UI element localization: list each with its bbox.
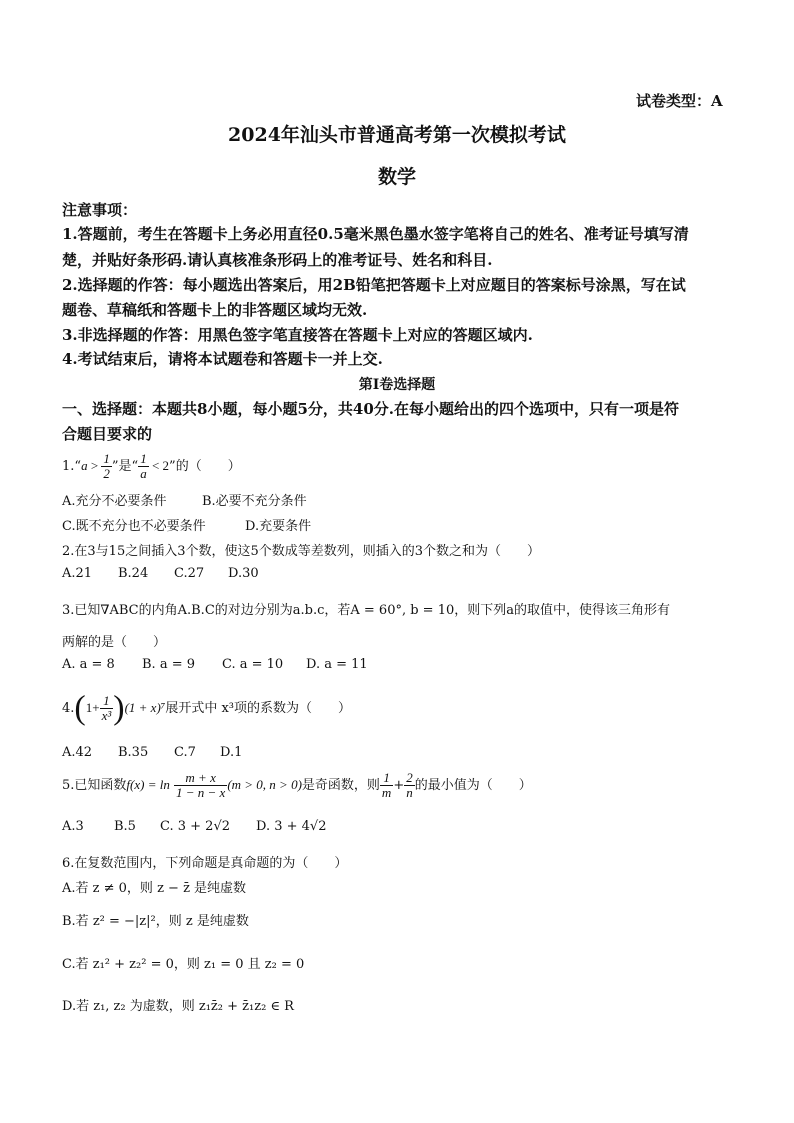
option-a: A.42 [62,745,93,760]
question-4-stem: 4.(1+ $\frac{1}{\text{x³}}$ )(1 + x)⁷展开式中 x³项的系数为（ ） [62,689,351,727]
question-2-stem: 2.在3与15之间插入3个数，使这5个数成等差数列，则插入的3个数之和为（ ） [62,544,541,559]
option-d: D.1 [220,745,243,760]
option-b: B.24 [118,566,149,581]
notice-line: 2.选择题的作答：每小题选出答案后，用2B铅笔把答题卡上对应题目的答案标号涂黑，写在试 [62,276,686,294]
notice-line: 楚，并贴好条形码.请认真核准条形码上的准考证号、姓名和科目. [62,251,493,269]
notice-heading: 注意事项： [62,201,138,219]
fraction-one-over-m: $\frac{1}{m}$ [381,770,392,800]
option-b: B.5 [114,819,136,834]
fraction-one-over-a: $\frac{1}{a}$ [140,451,147,481]
fraction-log-argument: $\frac{m + x}{1 - n - x}$ [175,770,226,800]
option-c: C.7 [174,745,196,760]
paper-type-label: 试卷类型：A [636,92,723,110]
option-b: B.35 [118,745,149,760]
option-c: C. 3 + 2√2 [160,819,231,834]
option-d: D. 3 + 4√2 [256,819,327,834]
option-d: D.30 [228,566,259,581]
option-d: D. a = 11 [306,657,368,672]
option-c: C. a = 10 [222,657,284,672]
section-intro-line: 一、选择题：本题共8小题，每小题5分，共40分.在每小题给出的四个选项中，只有一项是符 [62,400,679,418]
notice-line: 3.非选择题的作答：用黑色签字笔直接答在答题卡上对应的答题区域内. [62,326,533,344]
option-b: B.必要不充分条件 [202,494,307,509]
option-b: B. a = 9 [142,657,195,672]
option-a: A. a = 8 [62,657,115,672]
notice-line: 1.答题前，考生在答题卡上务必用直径0.5毫米黑色墨水签字笔将自己的姓名、准考证号填写清 [62,225,689,243]
option-d: D.充要条件 [245,519,312,534]
question-5-stem: 5.已知函数f(x) = ln $\frac{m + x}{1 - n - x}$ (m > 0, n > 0)是奇函数，则 $\frac{1}{m}$ + $\frac{2}{n}$ 的最小值为（ ） [62,770,532,800]
option-a: A.3 [62,819,84,834]
question-1-stem: 1.“a > $\frac{1}{2}$ ”是“ $\frac{1}{a}$ < 2”的（ ） [62,451,241,481]
question-6-stem: 6.在复数范围内，下列命题是真命题的为（ ） [62,856,348,871]
exam-title: 2024年汕头市普通高考第一次模拟考试 [228,124,566,146]
option-a: A.若 z ≠ 0，则 z − z̄ 是纯虚数 [62,881,247,896]
notice-line: 题卷、草稿纸和答题卡上的非答题区域均无效. [62,301,368,319]
question-3-stem-line2: 两解的是（ ） [62,635,167,650]
option-d: D.若 z₁, z₂ 为虚数，则 z₁z̄₂ + z̄₁z₂ ∈ R [62,999,294,1014]
fraction-one-half: $\frac{1}{2}$ [103,451,110,481]
option-c: C.27 [174,566,205,581]
fraction-two-over-n: $\frac{2}{n}$ [406,770,413,800]
option-c: C.若 z₁² + z₂² = 0，则 z₁ = 0 且 z₂ = 0 [62,957,305,972]
option-c: C.既不充分也不必要条件 [62,519,206,534]
section-intro-line: 合题目要求的 [62,425,153,443]
subject-title: 数学 [377,166,416,188]
notice-line: 4.考试结束后，请将本试题卷和答题卡一并上交. [62,350,383,368]
option-a: A.21 [62,566,93,581]
option-b: B.若 z² = −|z|²，则 z 是纯虚数 [62,914,249,929]
question-3-stem: 3.已知∇ABC的内角A.B.C的对边分别为a.b.c，若A = 60°, b = 10，则下列a的取值中，使得该三角形有 [62,603,671,618]
fraction-one-over-x-cubed: $\frac{1}{\text{x³}}$ [101,693,112,723]
option-a: A.充分不必要条件 [62,494,167,509]
section-title: 第Ⅰ卷选择题 [358,377,436,393]
